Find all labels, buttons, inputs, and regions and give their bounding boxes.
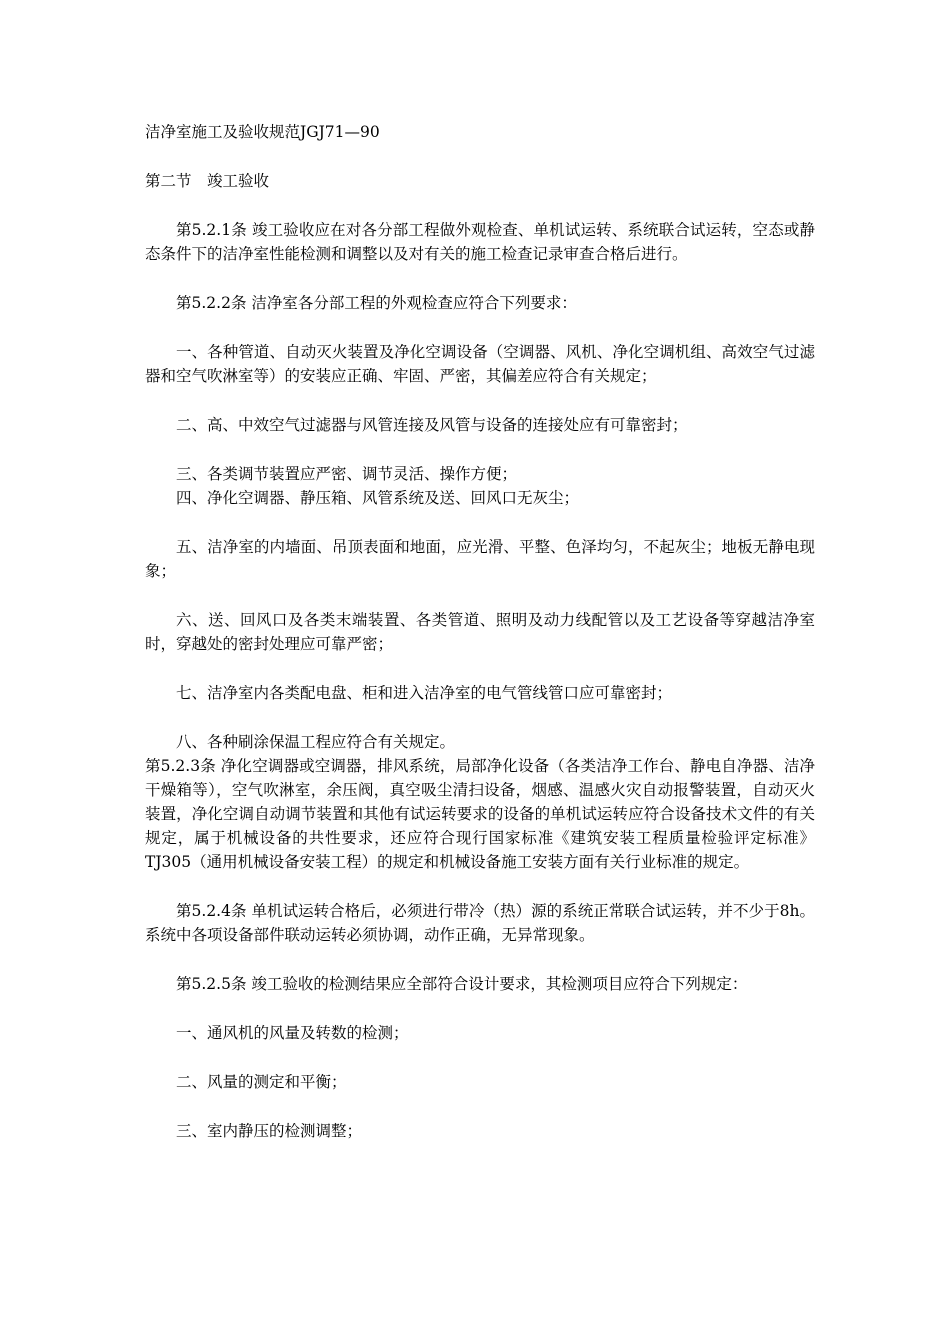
paragraph-5-2-3: 第5.2.3条 净化空调器或空调器，排风系统，局部净化设备（各类洁净工作台、静电自净器、洁净干燥箱等），空气吹淋室，余压阀，真空吸尘清扫设备，烟感、温感火灾自动报警装置，自动灭火装置，净化空调自动调节装置和其他有试运转要求的设备的单机试运转应符合设备技术文件的有关规定，属于机械设备的共性要求，还应符合现行国家标准《建筑安装工程质量检验评定标准》TJ305（通用机械设备安装工程）的规定和机械设备施工安装方面有关行业标准的规定。 xyxy=(145,757,815,871)
list-item-8: 八、各种刷涂保温工程应符合有关规定。 xyxy=(176,733,456,751)
check-item-2: 二、风量的测定和平衡； xyxy=(176,1073,347,1091)
document-page xyxy=(145,120,815,1168)
list-item-7: 七、洁净室内各类配电盘、柜和进入洁净室的电气管线管口应可靠密封； xyxy=(176,684,673,702)
document-title: 洁净室施工及验收规范JGJ71—90 xyxy=(145,123,380,141)
section-heading: 第二节 竣工验收 xyxy=(145,172,270,190)
paragraph-5-2-1: 第5.2.1条 竣工验收应在对各分部工程做外观检查、单机试运转、系统联合试运转，空态或静态条件下的洁净室性能检测和调整以及对有关的施工检查记录审查合格后进行。 xyxy=(145,221,815,263)
paragraph-5-2-4: 第5.2.4条 单机试运转合格后，必须进行带冷（热）源的系统正常联合试运转，并不少于8h。系统中各项设备部件联动运转必须协调，动作正确，无异常现象。 xyxy=(145,902,815,944)
paragraph-5-2-2: 第5.2.2条 洁净室各分部工程的外观检查应符合下列要求： xyxy=(176,294,577,312)
check-item-1: 一、通风机的风量及转数的检测； xyxy=(176,1024,409,1042)
paragraph-5-2-5: 第5.2.5条 竣工验收的检测结果应全部符合设计要求，其检测项目应符合下列规定： xyxy=(176,975,748,993)
list-item-1: 一、各种管道、自动灭火装置及净化空调设备（空调器、风机、净化空调机组、高效空气过滤器和空气吹淋室等）的安装应正确、牢固、严密，其偏差应符合有关规定； xyxy=(145,343,815,385)
list-item-5: 五、洁净室的内墙面、吊顶表面和地面，应光滑、平整、色泽均匀，不起灰尘；地板无静电现象； xyxy=(145,538,815,580)
check-item-3: 三、室内静压的检测调整； xyxy=(176,1122,363,1140)
list-item-4: 四、净化空调器、静压箱、风管系统及送、回风口无灰尘； xyxy=(176,489,580,507)
list-item-3: 三、各类调节装置应严密、调节灵活、操作方便； xyxy=(176,465,518,483)
list-item-2: 二、高、中效空气过滤器与风管连接及风管与设备的连接处应有可靠密封； xyxy=(176,416,688,434)
list-item-6: 六、送、回风口及各类末端装置、各类管道、照明及动力线配管以及工艺设备等穿越洁净室时，穿越处的密封处理应可靠严密； xyxy=(145,611,815,653)
